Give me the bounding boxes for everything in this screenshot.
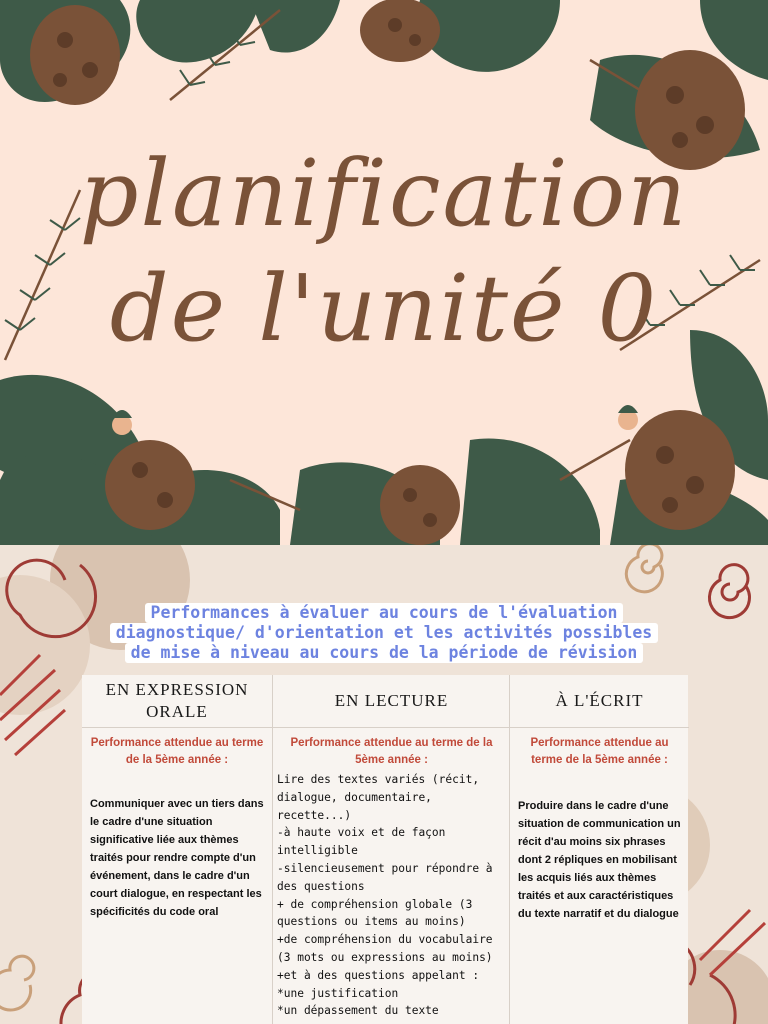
- performance-label: Performance attendue au terme de la 5ème année :: [90, 737, 264, 766]
- revision-slide: [0, 545, 768, 1024]
- slide-heading: [66, 603, 702, 663]
- heading-line-3: de mise à niveau au cours de la période de révision: [125, 643, 644, 663]
- oral-description: Communiquer avec un tiers dans le cadre d'une situation significative liée aux thèmes traités pour rendre compte d'un événement, dans le cadre d'un court dialogue, en respectant les spécificités du code oral: [90, 798, 264, 918]
- title-line-1: planification: [79, 140, 689, 247]
- writing-description: Produire dans le cadre d'une situation de communication un récit d'au moins six phrases dont 2 répliques en mobilisant les acquis liés aux thèmes traités et aux caractéristiques du texte narratif et du dialogue: [518, 800, 681, 920]
- column-header-writing: À L'ÉCRIT: [510, 675, 689, 728]
- column-header-reading: EN LECTURE: [273, 675, 510, 728]
- performance-label: Performance attendue au terme de la 5ème année :: [530, 737, 669, 766]
- column-writing: [509, 675, 689, 1024]
- reading-description: Lire des textes variés (récit, dialogue, documentaire, recette...) -à haute voix et de façon intelligible -silencieusement pour répondre à des questions + de compréhension globale (3 questions ou items au moins) +de compréhension du vocabulaire (3 mots ou expressions au moins) +et à des questions appelant : *une justification *un dépassement du texte: [277, 773, 493, 1018]
- column-header-oral: EN EXPRESSION ORALE: [82, 675, 272, 728]
- column-reading: [272, 675, 510, 1024]
- heading-line-1: Performances à évaluer au cours de l'évaluation: [145, 603, 624, 623]
- performance-label: Performance attendue au terme de la 5ème année :: [290, 737, 493, 766]
- performance-table: [82, 675, 688, 1024]
- heading-line-2: diagnostique/ d'orientation et les activités possibles: [110, 623, 658, 643]
- column-oral: [82, 675, 272, 1024]
- title-line-2: de l'unité 0: [109, 255, 659, 362]
